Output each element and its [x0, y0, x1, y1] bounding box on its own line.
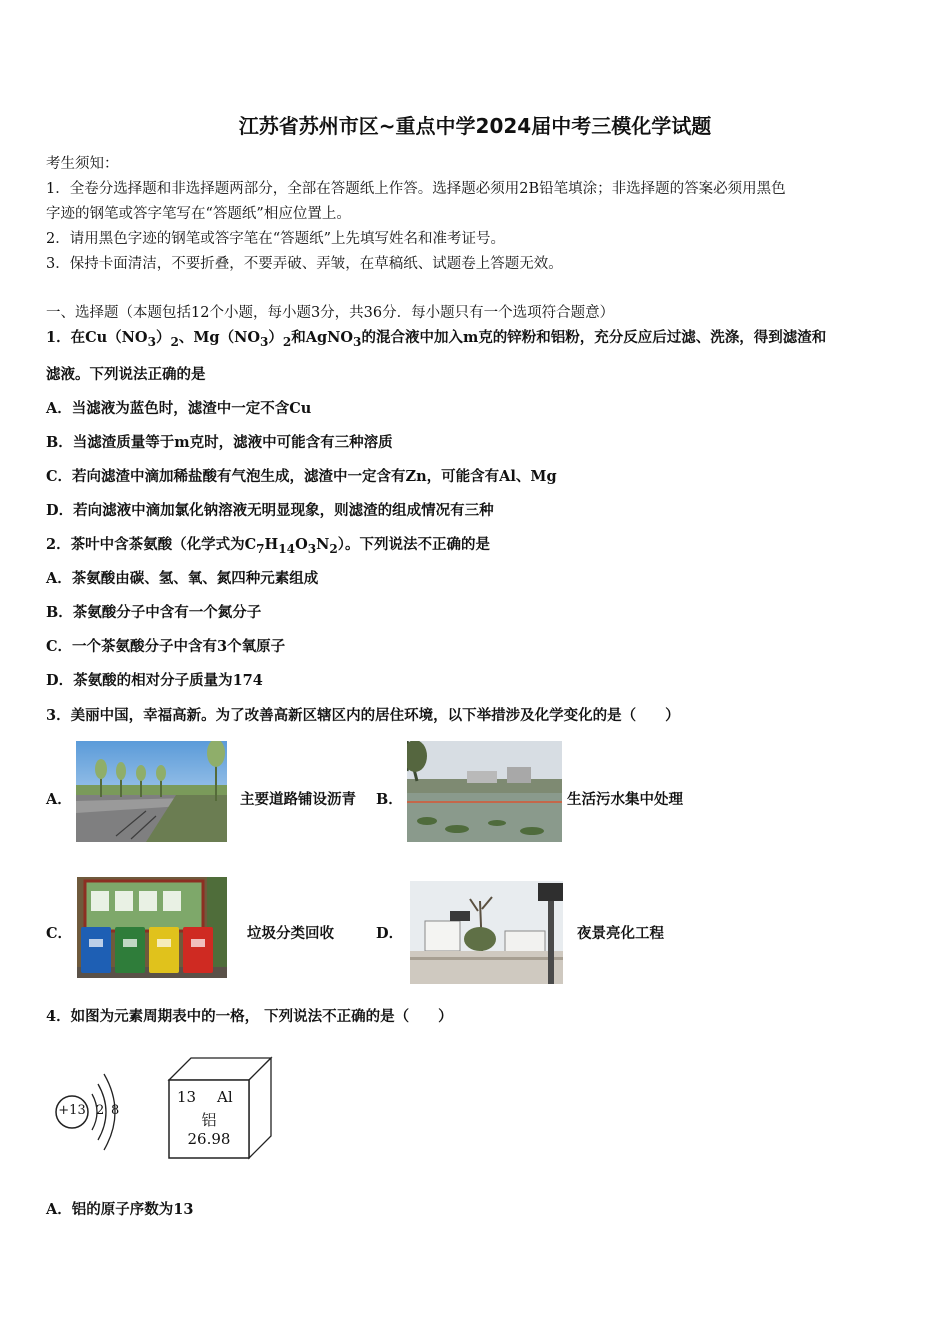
- notice-item-1b: 字迹的钢笔或答字笔写在“答题纸”相应位置上。: [46, 206, 351, 222]
- q3-option-c-text: 垃圾分类回收: [247, 925, 334, 942]
- shell-1-electrons: 2: [96, 1103, 105, 1118]
- section-heading: 一、选择题（本题包括12个小题，每小题3分，共36分．每小题只有一个选项符合题意）: [46, 305, 615, 321]
- q1-stem-continued: 滤液。下列说法正确的是: [46, 366, 206, 383]
- q1-stem-text: ）: [268, 329, 283, 346]
- road-photo: [76, 741, 227, 842]
- q2-option-d: D．茶氨酸的相对分子质量为174: [46, 672, 263, 689]
- notice-item-2: 2．请用黑色字迹的钢笔或答字笔在“答题纸”上先填写姓名和准考证号。: [46, 231, 506, 247]
- lake-photo: [407, 741, 562, 842]
- q1-stem-text: 和AgNO: [291, 329, 354, 346]
- q3-stem: 3．美丽中国，幸福高新。为了改善高新区辖区内的居住环境，以下举措涉及化学变化的是（ ）: [46, 707, 680, 724]
- nucleus-charge: +13: [58, 1103, 86, 1118]
- q2-stem: [46, 533, 490, 556]
- q2-subscript: 2: [329, 541, 338, 556]
- q1-stem-text: ）: [155, 329, 171, 346]
- q3-option-c-letter: C．: [46, 925, 73, 942]
- aluminum-atom-diagram: [50, 1068, 130, 1158]
- exam-title: 江苏省苏州市区~重点中学2024届中考三模化学试题: [238, 114, 712, 138]
- q3-option-a-text: 主要道路铺设沥青: [240, 791, 356, 808]
- atomic-number: 13: [177, 1088, 197, 1106]
- recycling-bins-photo: [77, 877, 227, 978]
- q1-subscript: 3: [353, 334, 362, 349]
- q2-option-b: B．茶氨酸分子中含有一个氮分子: [46, 604, 262, 621]
- q4-stem: 4．如图为元素周期表中的一格， 下列说法不正确的是（ ）: [46, 1008, 453, 1025]
- q1-stem: [46, 326, 826, 349]
- q2-subscript: 3: [307, 541, 317, 556]
- q4-option-a: A．铝的原子序数为13: [46, 1201, 194, 1218]
- q2-subscript: 14: [278, 541, 296, 556]
- q2-option-c: C．一个茶氨酸分子中含有3个氧原子: [46, 638, 286, 655]
- q2-stem-text: H: [264, 536, 279, 553]
- notice-item-1a: 1．全卷分选择题和非选择题两部分，全部在答题纸上作答。选择题必须用2B铅笔填涂；非选择题的答案必须用黑色: [46, 181, 786, 197]
- q1-option-c: C．若向滤渣中滴加稀盐酸有气泡生成，滤渣中一定含有Zn，可能含有Al、Mg: [46, 468, 557, 485]
- q3-option-d-letter: D．: [376, 925, 404, 942]
- q1-subscript: 2: [282, 334, 292, 349]
- element-symbol: Al: [217, 1088, 233, 1106]
- street-lamp-photo: [410, 881, 563, 984]
- q3-option-a-letter: A．: [46, 791, 72, 808]
- periodic-table-cell: [165, 1054, 275, 1160]
- q1-subscript: 2: [170, 334, 179, 349]
- shell-2-electrons: 8: [111, 1103, 120, 1118]
- q1-stem-text: 1．在Cu（NO: [46, 329, 148, 346]
- q3-option-b-text: 生活污水集中处理: [567, 791, 683, 808]
- element-name: 铝: [201, 1111, 217, 1129]
- q1-stem-text: 的混合液中加入m克的锌粉和铝粉，充分反应后过滤、洗涤，得到滤渣和: [361, 329, 827, 346]
- q1-subscript: 3: [147, 334, 156, 349]
- q3-option-d-text: 夜景亮化工程: [577, 925, 664, 942]
- q1-option-d: D．若向滤液中滴加氯化钠溶液无明显现象，则滤渣的组成情况有三种: [46, 502, 494, 519]
- notice-item-3: 3．保持卡面清洁，不要折叠，不要弄破、弄皱，在草稿纸、试题卷上答题无效。: [46, 256, 563, 272]
- q1-stem-text: 、Mg（NO: [178, 329, 260, 346]
- q2-subscript: 7: [256, 541, 265, 556]
- q1-option-b: B．当滤渣质量等于m克时，滤液中可能含有三种溶质: [46, 434, 393, 451]
- q2-option-a: A．茶氨酸由碳、氢、氧、氮四种元素组成: [46, 570, 319, 587]
- q2-stem-text: ）。下列说法不正确的是: [337, 536, 491, 553]
- q1-subscript: 3: [259, 334, 269, 349]
- notice-heading: 考生须知：: [46, 156, 119, 172]
- q2-stem-text: O: [295, 536, 308, 553]
- q1-option-a: A．当滤液为蓝色时，滤渣中一定不含Cu: [46, 400, 312, 417]
- q2-stem-text: N: [316, 536, 330, 553]
- atomic-mass: 26.98: [187, 1130, 231, 1148]
- q2-stem-text: 2．茶叶中含茶氨酸（化学式为C: [46, 536, 257, 553]
- q3-option-b-letter: B．: [376, 791, 403, 808]
